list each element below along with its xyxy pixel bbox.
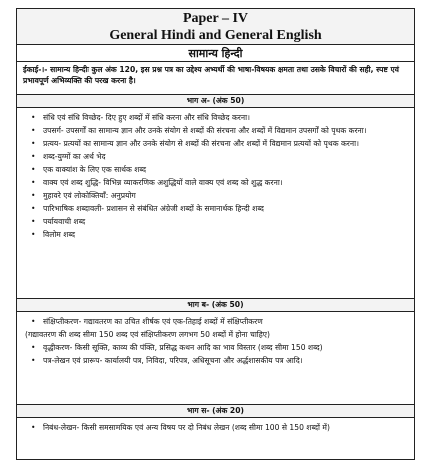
list-item bbox=[21, 203, 410, 214]
section-b-heading: भाग ब- (अंक 50) bbox=[17, 299, 414, 312]
paper-title: Paper – IV bbox=[182, 11, 249, 26]
bullet-icon: • bbox=[31, 152, 36, 161]
list-item bbox=[21, 355, 410, 366]
list-item bbox=[21, 164, 410, 175]
item-text: पत्र-लेखन एवं प्रारूप- कार्यालयी पत्र, निविदा, परिपत्र, अधिसूचना और अर्द्धशासकीय पत्र आदि। bbox=[43, 356, 303, 365]
bullet-icon: • bbox=[31, 230, 36, 239]
section-b-content bbox=[17, 312, 414, 405]
bullet-icon: • bbox=[31, 113, 36, 122]
list-item bbox=[21, 422, 410, 433]
bullet-icon: • bbox=[31, 139, 36, 148]
paper-subject: General Hindi and General English bbox=[109, 28, 322, 43]
unit-description: ईकाई-।- सामान्य हिन्दीः कुल अंक 120, इस प्रश्न पत्र का उद्देश्य अभ्यर्थी की भाषा-विषयक क्षमता तथा उसके विचारों की सही, स्पष्ट एवं प्रभावपूर्ण अभिव्यक्ति की परख करना है। bbox=[17, 62, 414, 95]
list-item bbox=[21, 316, 410, 327]
item-text: मुहावरे एवं लोकोक्तियाँ: अनुप्रयोग bbox=[43, 191, 136, 200]
bullet-icon: • bbox=[31, 356, 36, 365]
bullet-icon: • bbox=[31, 317, 36, 326]
bullet-icon: • bbox=[31, 423, 36, 432]
syllabus-table bbox=[16, 8, 415, 460]
item-text: वाक्य एवं शब्द शुद्धि- विभिन्न व्याकरणिक अशुद्धियों वाले वाक्य एवं शब्द को शुद्ध करना। bbox=[43, 178, 283, 187]
item-text: एक वाक्यांश के लिए एक सार्थक शब्द bbox=[43, 165, 146, 174]
bullet-icon: • bbox=[31, 191, 36, 200]
section-a-content bbox=[17, 108, 414, 299]
section-c-content bbox=[17, 418, 414, 456]
hindi-title: सामान्य हिन्दी bbox=[17, 45, 414, 62]
item-text: प्रत्यय- प्रत्ययों का सामान्य ज्ञान और उनके संयोग से शब्दों की संरचना और शब्दों में विद्यमान प्रत्ययों को पृथक करना। bbox=[43, 139, 359, 148]
list-item bbox=[21, 177, 410, 188]
bullet-icon: • bbox=[31, 204, 36, 213]
bullet-icon: • bbox=[31, 165, 36, 174]
list-item bbox=[21, 138, 410, 149]
section-a-heading: भाग अ- (अंक 50) bbox=[17, 95, 414, 108]
item-text: शब्द-युग्मों का अर्थ भेद bbox=[43, 152, 106, 161]
section-c-list bbox=[21, 422, 410, 433]
list-item bbox=[21, 216, 410, 227]
section-b-note: (गद्यावतरण की शब्द सीमा 150 शब्द एवं संक्षिप्तीकरण लगभग 50 शब्दों में होना चाहिए) bbox=[25, 330, 270, 339]
section-c-heading: भाग स- (अंक 20) bbox=[17, 405, 414, 418]
bullet-icon: • bbox=[31, 343, 36, 352]
bullet-icon: • bbox=[31, 217, 36, 226]
list-item bbox=[21, 125, 410, 136]
section-b-first-list bbox=[21, 316, 410, 327]
item-text: निबंध-लेखन- किसी समसामयिक एवं अन्य विषय पर दो निबंध लेखन (शब्द सीमा 100 से 150 शब्दों में) bbox=[43, 423, 330, 432]
item-text: संधि एवं संधि विच्छेद- दिए हुए शब्दों में संधि करना और संधि विच्छेद करना। bbox=[43, 113, 250, 122]
bullet-icon: • bbox=[31, 178, 36, 187]
item-text: संक्षिप्तीकरण- गद्यावतरण का उचित शीर्षक एवं एक-तिहाई शब्दों में संक्षिप्तीकरण bbox=[43, 317, 263, 326]
list-item bbox=[21, 342, 410, 353]
item-text: पारिभाषिक शब्दावली- प्रशासन से संबंधित अंग्रेजी शब्दों के समानार्थक हिन्दी शब्द bbox=[43, 204, 264, 213]
item-text: वृद्धीकरण- किसी सूक्ति, काव्य की पंक्ति, प्रसिद्ध कथन आदि का भाव विस्तार (शब्द सीमा 150 शब्द) bbox=[43, 343, 323, 352]
section-a-list bbox=[21, 112, 410, 240]
list-item bbox=[21, 229, 410, 240]
list-item bbox=[21, 151, 410, 162]
list-item bbox=[21, 190, 410, 201]
section-b-list bbox=[21, 342, 410, 366]
item-text: विलोम शब्द bbox=[43, 230, 75, 239]
item-text: पर्यायवाची शब्द bbox=[43, 217, 86, 226]
bullet-icon: • bbox=[31, 126, 36, 135]
list-item bbox=[21, 112, 410, 123]
table-header bbox=[17, 9, 414, 45]
item-text: उपसर्ग- उपसर्गों का सामान्य ज्ञान और उनके संयोग से शब्दों की संरचना और शब्दों में विद्यमान उपसर्गों को पृथक करना। bbox=[43, 126, 367, 135]
